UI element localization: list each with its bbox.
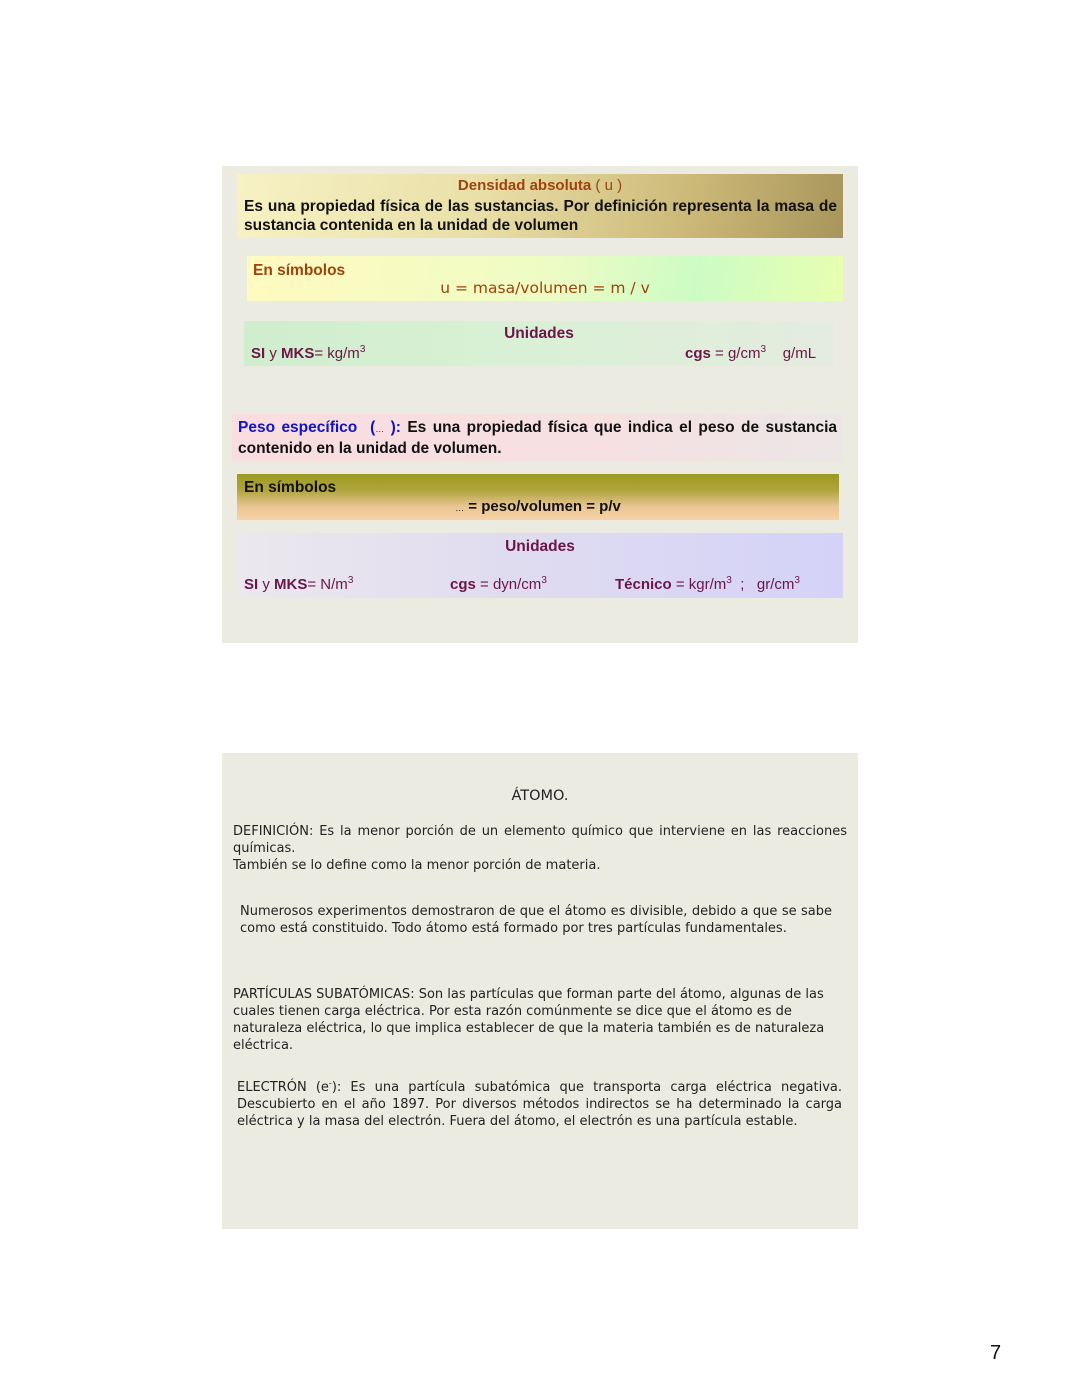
peso-definition-text: Es una propiedad física que indica el peso de sustancia contenido en la unidad de volumen. <box>238 419 837 457</box>
peso-formula-text: = peso/volumen = p/v <box>464 498 621 515</box>
peso-units-box <box>237 533 843 598</box>
densidad-symbols-box <box>247 256 843 301</box>
charge-superscript: - <box>328 1078 332 1088</box>
densidad-symbol: ( u ) <box>595 177 623 194</box>
densidad-units-box <box>244 321 834 366</box>
definition-line: DEFINICIÓN: Es la menor porción de un elemento químico que interviene en las reacciones químicas. <box>233 824 847 856</box>
symbols-label: En símbolos <box>244 479 337 496</box>
page-number: 7 <box>990 1342 1002 1364</box>
si-label: SI <box>251 345 266 362</box>
atomo-definition <box>233 823 847 874</box>
units-si-mks <box>244 576 353 593</box>
units-title: Unidades <box>505 538 575 555</box>
peso-symbol: … <box>455 503 465 513</box>
units-si-mks <box>251 345 365 362</box>
mks-label: MKS <box>274 576 308 593</box>
cgs-value: = g/cm <box>710 345 761 362</box>
densidad-definition: Es una propiedad física de las sustancias. Por definición representa la masa de sustancia contenida en la unidad de volumen <box>244 198 837 234</box>
cgs-label: cgs <box>685 345 711 362</box>
exponent: 3 <box>359 344 366 355</box>
densidad-title <box>237 177 843 194</box>
and-text: y <box>262 576 270 593</box>
cgs-value: = dyn/cm <box>475 576 542 593</box>
tecnico-value: = kgr/m <box>671 576 727 593</box>
densidad-title-text: Densidad absoluta <box>457 177 592 194</box>
cgs-label: cgs <box>450 576 476 593</box>
tecnico-label: Técnico <box>615 576 672 593</box>
exponent: 3 <box>760 344 767 355</box>
peso-symbol-open: ( <box>370 419 376 436</box>
experiments-paragraph: Numerosos experimentos demostraron de que el átomo es divisible, debido a que se sabe como está constituido. Todo átomo está formado por tres partículas fundamentales. <box>240 904 832 936</box>
units-tecnico <box>615 576 800 593</box>
exponent: 3 <box>794 575 800 586</box>
electron-label: ELECTRÓN (e <box>237 1080 329 1095</box>
mks-label: MKS <box>281 345 315 362</box>
si-label: SI <box>244 576 259 593</box>
symbols-label: En símbolos <box>253 262 346 279</box>
peso-title: Peso específico <box>238 419 358 436</box>
units-title: Unidades <box>504 325 574 342</box>
subatomic-particles-paragraph: PARTÍCULAS SUBATÓMICAS: Son las partículas que forman parte del átomo, algunas de las cuales tienen carga eléctrica. Por esta razón comúnmente se dice que el átomo es de naturaleza eléctrica, lo que implica establecer de que la materia también es de naturaleza eléctrica. <box>233 987 825 1053</box>
electron-paragraph <box>237 1079 842 1130</box>
cgs-alt-value: g/mL <box>782 345 817 362</box>
exponent: 3 <box>726 575 732 586</box>
peso-definition <box>238 418 837 458</box>
peso-definition-box <box>232 414 843 462</box>
units-cgs <box>450 576 547 593</box>
slide-atomo <box>222 753 858 1229</box>
si-value: = N/m <box>307 576 348 593</box>
tecnico-alt-value: ; gr/cm <box>731 576 795 593</box>
peso-symbol-close: ): <box>384 419 401 436</box>
densidad-formula: u = masa/volumen = m / v <box>440 279 650 297</box>
definition-line: También se lo define como la menor porción de materia. <box>233 858 601 873</box>
si-value: = kg/m <box>314 345 360 362</box>
exponent: 3 <box>541 575 547 586</box>
peso-formula <box>237 498 839 515</box>
and-text: y <box>269 345 277 362</box>
exponent: 3 <box>347 575 354 586</box>
atomo-title: ÁTOMO. <box>511 788 569 804</box>
densidad-definition-box <box>237 174 843 238</box>
peso-symbol: … <box>375 424 385 434</box>
units-cgs <box>685 345 816 362</box>
peso-symbols-box <box>237 474 839 520</box>
electron-text: ): Es una partícula subatómica que transporta carga eléctrica negativa. Descubierto en el año 1897. Por diversos métodos indirectos se ha determinado la carga eléctrica y la masa del electrón. Fuera del átomo, el electrón es una partícula estable. <box>237 1080 842 1129</box>
slide-densidad <box>222 166 858 643</box>
